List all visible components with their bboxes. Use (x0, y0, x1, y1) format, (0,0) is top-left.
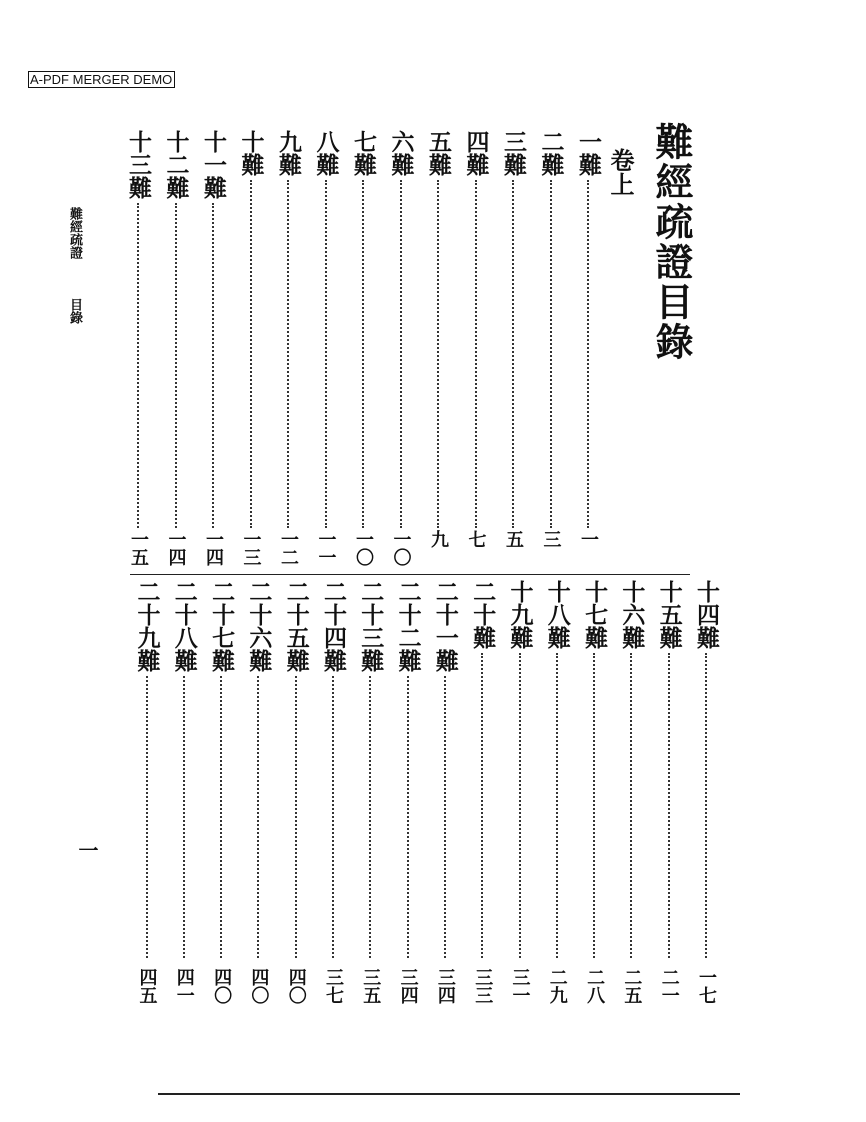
toc-entry-page: 二八 (584, 968, 606, 1004)
toc-leader-dots (512, 180, 514, 528)
toc-entry-page: 四〇 (211, 968, 233, 1004)
toc-entry-page: 三三 (472, 968, 494, 1004)
toc-entry (497, 130, 529, 590)
folio-number: 一 (75, 840, 99, 860)
toc-entry-page: 四五 (136, 968, 158, 1004)
toc-leader-dots (400, 180, 402, 528)
toc-entry (160, 130, 192, 590)
toc-entry (541, 580, 573, 1028)
toc-entry-page: 四一 (173, 968, 195, 1004)
toc-entry (690, 580, 722, 1028)
toc-entry (615, 580, 647, 1028)
toc-entry-title: 十五難 (655, 580, 683, 649)
toc-entry-page: 一一 (315, 530, 337, 566)
toc-entry (131, 580, 163, 1028)
toc-entry-page: 二九 (546, 968, 568, 1004)
toc-leader-dots (481, 653, 483, 958)
toc-leader-dots (183, 676, 185, 958)
toc-entry-page: 七 (465, 530, 487, 548)
toc-entry-page: 一 (578, 530, 599, 548)
toc-entry-page: 一三 (240, 530, 262, 566)
toc-entry-page: 三五 (360, 968, 382, 1004)
toc-entry-title: 二十八難 (170, 580, 198, 672)
toc-entry-title: 二十二難 (394, 580, 422, 672)
toc-entry-title: 二十七難 (208, 580, 236, 672)
toc-entry-page: 一五 (128, 530, 149, 566)
toc-entry (197, 130, 229, 590)
toc-entry (347, 130, 379, 590)
toc-entry (168, 580, 200, 1028)
toc-entry (385, 130, 417, 590)
toc-leader-dots (369, 676, 371, 958)
toc-leader-dots (668, 653, 670, 958)
toc-entry-title: 四難 (462, 130, 490, 176)
toc-entry (578, 580, 610, 1028)
toc-entry-title: 十七難 (581, 580, 609, 649)
toc-entry-page: 一二 (278, 530, 299, 566)
toc-entry-page: 三一 (509, 968, 531, 1004)
toc-entry-page: 三四 (397, 968, 419, 1004)
toc-leader-dots (630, 653, 632, 958)
toc-entry (354, 580, 386, 1028)
toc-entry (572, 130, 604, 590)
toc-entry (535, 130, 567, 590)
toc-entry-title: 六難 (387, 130, 415, 176)
toc-entry (460, 130, 492, 590)
toc-entry (317, 580, 349, 1028)
toc-entry-title: 二十三難 (357, 580, 385, 672)
toc-leader-dots (437, 180, 439, 528)
toc-leader-dots (587, 180, 589, 528)
toc-entry (466, 580, 498, 1028)
toc-leader-dots (220, 676, 222, 958)
toc-entry-title: 十一難 (200, 130, 227, 199)
toc-entry-title: 五難 (425, 130, 452, 176)
toc-leader-dots (550, 180, 552, 528)
toc-entry-title: 十二難 (162, 130, 190, 199)
toc-entry-page: 四〇 (285, 968, 307, 1004)
toc-entry (205, 580, 237, 1028)
toc-entry-page: 三四 (434, 968, 456, 1004)
toc-entry-page: 一〇 (353, 530, 374, 566)
toc-entry (429, 580, 461, 1028)
toc-entry (242, 580, 274, 1028)
toc-entry-page: 二一 (658, 968, 680, 1004)
toc-entry-title: 十六難 (618, 580, 646, 649)
toc-entry-title: 二難 (537, 130, 565, 176)
page-title: 難經疏證目錄 (649, 122, 694, 362)
toc-entry-title: 十難 (237, 130, 265, 176)
toc-entry-title: 十九難 (506, 580, 534, 649)
toc-entry-title: 十三難 (125, 130, 152, 199)
toc-entry (310, 130, 342, 590)
toc-entry-page: 一七 (696, 968, 717, 1004)
toc-entry-title: 二十難 (469, 580, 497, 649)
toc-entry-title: 二十六難 (245, 580, 273, 672)
toc-entry (235, 130, 267, 590)
toc-leader-dots (137, 203, 139, 528)
toc-leader-dots (705, 653, 707, 958)
volume-heading: 卷上 (606, 148, 635, 196)
toc-entry-page: 一〇 (390, 530, 412, 566)
running-head-book: 難經疏證 (67, 207, 82, 259)
toc-entry-page: 三七 (323, 968, 344, 1004)
toc-entry-page: 一四 (203, 530, 224, 566)
toc-entry-title: 二十一難 (431, 580, 459, 672)
toc-leader-dots (444, 676, 446, 958)
bottom-rule (158, 1093, 740, 1095)
toc-leader-dots (146, 676, 148, 958)
toc-entry-title: 二十九難 (133, 580, 161, 672)
toc-entry-title: 七難 (350, 130, 377, 176)
toc-leader-dots (362, 180, 364, 528)
toc-entry-title: 十四難 (693, 580, 720, 649)
toc-entry (122, 130, 154, 590)
toc-entry-page: 三 (540, 530, 562, 548)
watermark-label: A-PDF MERGER DEMO (28, 71, 175, 88)
toc-entry-page: 一四 (165, 530, 187, 566)
toc-entry (392, 580, 424, 1028)
toc-leader-dots (475, 180, 477, 528)
toc-leader-dots (593, 653, 595, 958)
toc-entry-page: 四〇 (248, 968, 270, 1004)
toc-entry-title: 二十五難 (282, 580, 310, 672)
toc-leader-dots (250, 180, 252, 528)
toc-entry-page: 九 (428, 530, 449, 548)
toc-leader-dots (175, 203, 177, 528)
toc-leader-dots (556, 653, 558, 958)
toc-leader-dots (407, 676, 409, 958)
toc-entry-page: 五 (503, 530, 524, 548)
toc-leader-dots (519, 653, 521, 958)
toc-entry-title: 二十四難 (320, 580, 347, 672)
toc-entry-title: 十八難 (543, 580, 571, 649)
toc-entry-page: 二五 (621, 968, 643, 1004)
toc-entry (504, 580, 536, 1028)
toc-leader-dots (325, 180, 327, 528)
toc-entry-title: 三難 (500, 130, 527, 176)
running-head-section: 目錄 (67, 298, 82, 325)
toc-entry (653, 580, 685, 1028)
toc-entry-title: 九難 (275, 130, 302, 176)
toc-leader-dots (257, 676, 259, 958)
toc-entry (272, 130, 304, 590)
toc-leader-dots (287, 180, 289, 528)
toc-leader-dots (212, 203, 214, 528)
toc-leader-dots (295, 676, 297, 958)
running-head (64, 207, 84, 324)
toc-entry (422, 130, 454, 590)
toc-entry (280, 580, 312, 1028)
toc-leader-dots (332, 676, 334, 958)
toc-entry-title: 一難 (575, 130, 602, 176)
toc-entry-title: 八難 (312, 130, 340, 176)
